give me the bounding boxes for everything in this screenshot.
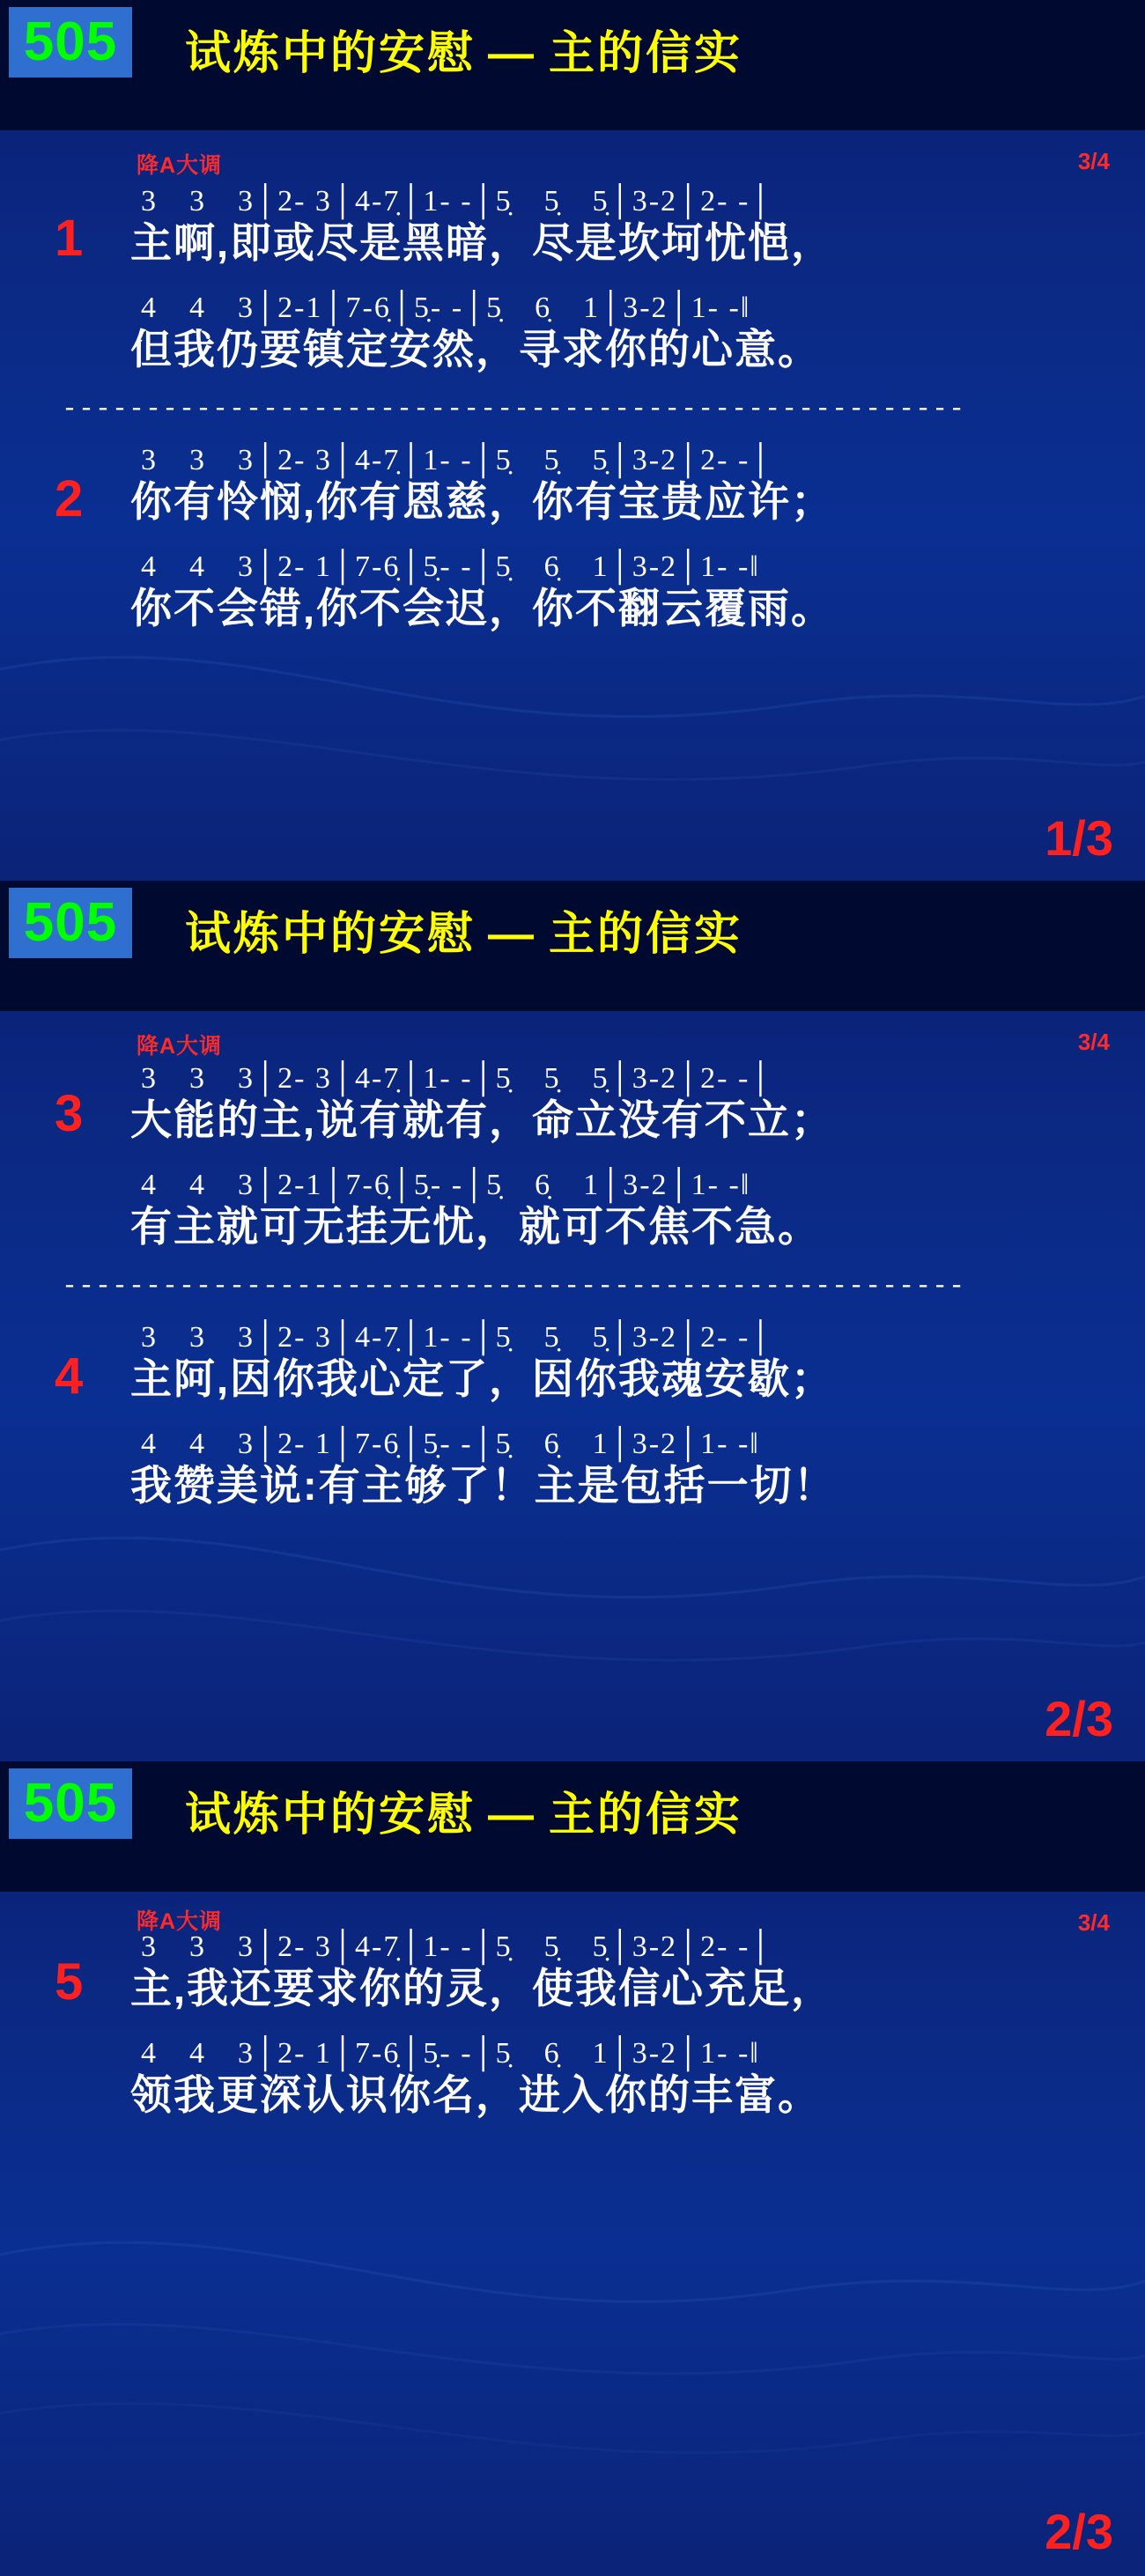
stanza-number: 1 (55, 210, 84, 267)
lyric-line: 主啊,即或尽是黑暗，尽是坎坷忧悒， (130, 219, 835, 266)
lyric-line: 但我仍要镇定安然，寻求你的心意。 (130, 326, 821, 373)
notation-line: 3 3 3│2- 3│4-7̣│1- -│5̣ 5̣ 5̣│3-2│2- -│ (141, 1930, 773, 1963)
stanza-4 (0, 1312, 1145, 1509)
page-indicator: 2/3 (1045, 1691, 1113, 1746)
hymn-number-badge: 505 (9, 7, 132, 78)
hymn-page-2 (0, 881, 1145, 1761)
key-signature: 降A大调 (137, 153, 223, 178)
time-signature: 3/4 (1077, 1029, 1110, 1055)
page-header-3 (0, 1761, 1145, 1893)
key-signature: 降A大调 (137, 1909, 223, 1934)
title-sub: 主的信实 (549, 1790, 743, 1841)
page-title (185, 16, 742, 82)
notation-line: 4 4 3│2-1│7-6̣│5̣- -│5̣ 6̣ 1│3-2│1- -‖ (141, 292, 751, 325)
title-main: 试炼中的安慰 (185, 909, 476, 960)
title-sub: 主的信实 (549, 28, 743, 79)
stanza-number: 4 (55, 1347, 84, 1406)
hymn-page-1 (0, 0, 1145, 881)
title-main: 试炼中的安慰 (185, 28, 476, 79)
page-indicator: 1/3 (1045, 810, 1113, 866)
stanza-number: 2 (55, 470, 84, 528)
key-signature: 降A大调 (137, 1034, 223, 1059)
stanza-5 (0, 1922, 1145, 2119)
lyric-line: 领我更深认识你名，进入你的丰富。 (130, 2071, 821, 2119)
lyric-line: 你有怜悯,你有恩慈，你有宝贵应许； (130, 478, 835, 526)
page-indicator: 2/3 (1045, 2504, 1113, 2559)
notation-line: 3 3 3│2- 3│4-7̣│1- -│5̣ 5̣ 5̣│3-2│2- -│ (141, 1062, 773, 1095)
title-main: 试炼中的安慰 (185, 1790, 476, 1841)
notation-line: 4 4 3│2- 1│7-6̣│5̣- -│5̣ 6̣ 1│3-2│1- -‖ (141, 1428, 760, 1461)
page-title (185, 897, 742, 963)
lyric-line: 主,我还要求你的灵，使我信心充足， (130, 1965, 835, 2011)
stanza-number: 3 (55, 1085, 84, 1142)
title-dash: — (488, 909, 537, 960)
time-signature: 3/4 (1077, 148, 1110, 174)
notation-line: 3 3 3│2- 3│4-7̣│1- -│5̣ 5̣ 5̣│3-2│2- -│ (141, 185, 773, 218)
lyric-line: 有主就可无挂无忧，就可不焦不急。 (130, 1203, 821, 1251)
notation-line: 4 4 3│2- 1│7-6̣│5̣- -│5̣ 6̣ 1│3-2│1- -‖ (141, 2037, 760, 2070)
lyric-line: 主阿,因你我心定了，因你我魂安歇； (130, 1355, 835, 1403)
title-sub: 主的信实 (549, 909, 743, 960)
stanza-divider: ------------------------------------------------------ (62, 395, 966, 425)
stanza-divider: ------------------------------------------------------ (62, 1272, 966, 1303)
title-dash: — (488, 28, 537, 79)
notation-line: 3 3 3│2- 3│4-7̣│1- -│5̣ 5̣ 5̣│3-2│2- -│ (141, 1321, 773, 1354)
hymn-number-badge: 505 (9, 1768, 132, 1839)
page-header-1 (0, 0, 1145, 132)
notation-line: 3 3 3│2- 3│4-7̣│1- -│5̣ 5̣ 5̣│3-2│2- -│ (141, 444, 773, 477)
lyric-line: 你不会错,你不会迟，你不翻云覆雨。 (130, 585, 835, 632)
stanza-2 (0, 435, 1145, 632)
stanza-1 (0, 176, 1145, 373)
hymn-number-badge: 505 (9, 888, 132, 958)
page-header-2 (0, 881, 1145, 1013)
notation-line: 4 4 3│2- 1│7-6̣│5̣- -│5̣ 6̣ 1│3-2│1- -‖ (141, 550, 760, 584)
notation-line: 4 4 3│2-1│7-6̣│5̣- -│5̣ 6̣ 1│3-2│1- -‖ (141, 1169, 751, 1202)
title-dash: — (488, 1790, 537, 1841)
lyric-line: 大能的主,说有就有，命立没有不立； (130, 1096, 835, 1143)
page-title (185, 1777, 742, 1843)
lyric-line: 我赞美说:有主够了！主是包括一切！ (130, 1462, 837, 1509)
hymn-page-3 (0, 1761, 1145, 2576)
stanza-3 (0, 1053, 1145, 1251)
stanza-number: 5 (55, 1953, 84, 2011)
time-signature: 3/4 (1077, 1909, 1110, 1936)
